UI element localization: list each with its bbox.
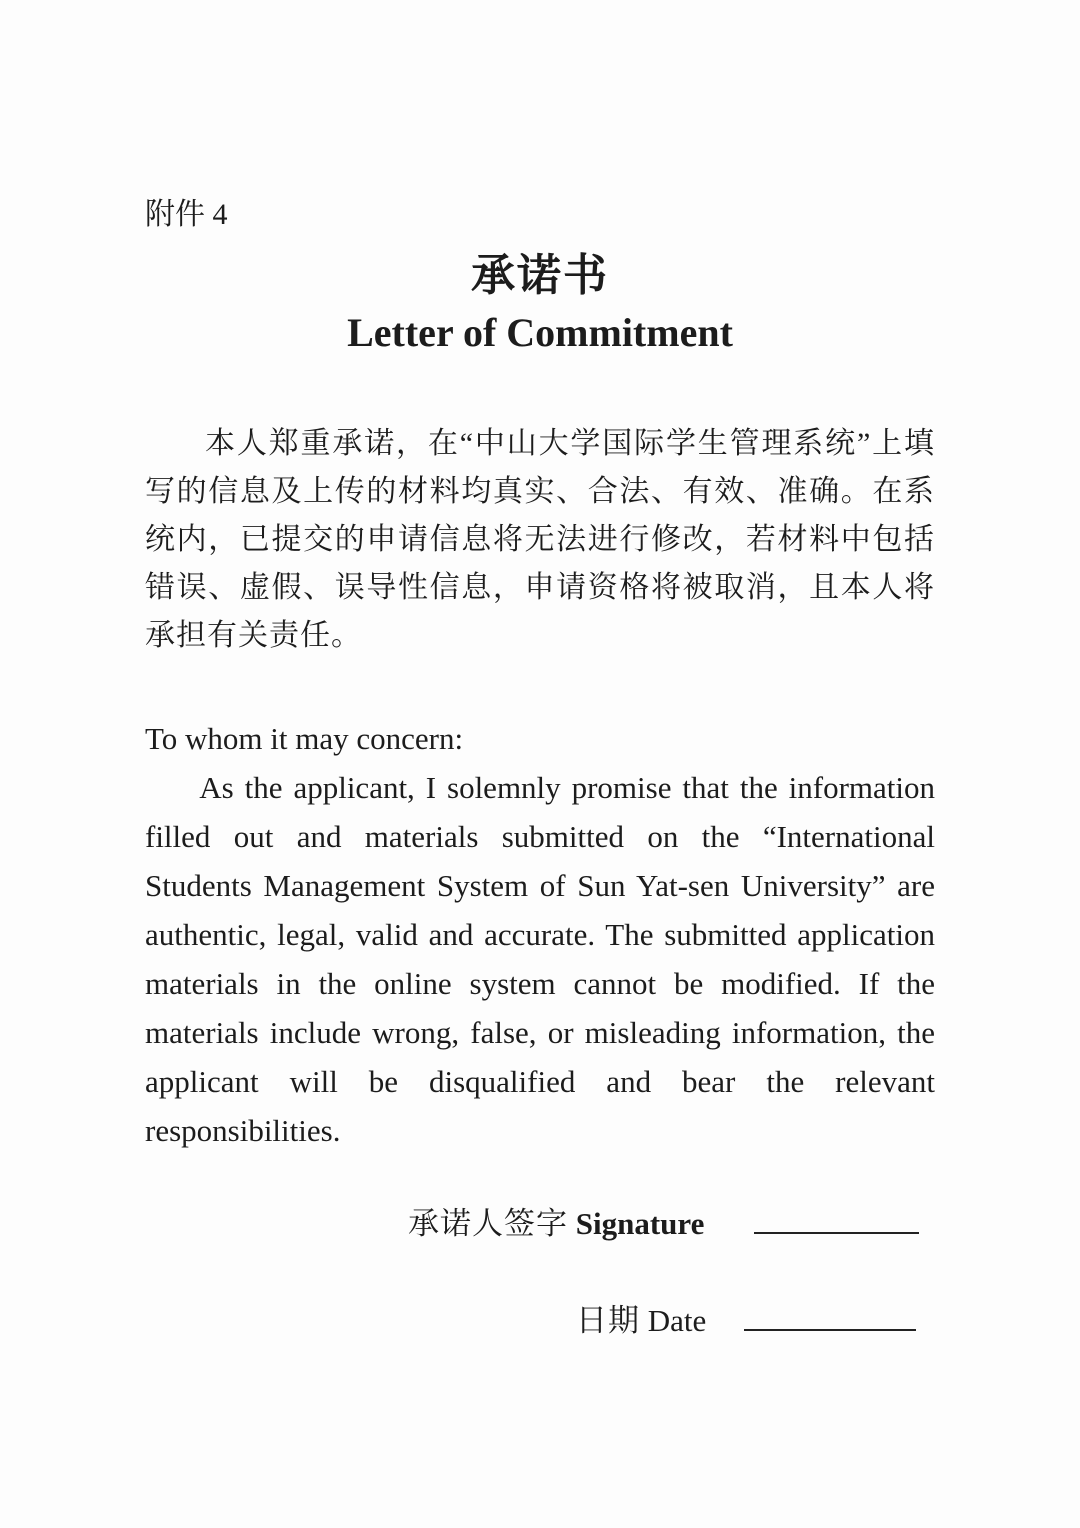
date-label-chinese: 日期 (576, 1303, 640, 1338)
signature-blank-line (754, 1201, 919, 1234)
commitment-paragraph-english: As the applicant, I solemnly promise that the information filled out and materials submitted on the “International Students Management System of Sun Yat-sen University” are authentic, legal, valid and accurate. The submitted application materials in the online system cannot be modified. If the materials include wrong, false, or misleading information, the applicant will be disqualified and bear the relevant responsibilities. (145, 770, 935, 1148)
signature-label-chinese: 承诺人签字 (408, 1206, 568, 1241)
document-title-chinese: 承诺书 (471, 251, 609, 300)
commitment-paragraph-chinese: 本人郑重承诺，在“中山大学国际学生管理系统”上填写的信息及上传的材料均真实、合法、有效、准确。在系统内，已提交的申请信息将无法进行修改，若材料中包括错误、虚假、误导性信息，申请资格将被取消，且本人将承担有关责任。 (145, 427, 935, 652)
signature-row (408, 1201, 935, 1246)
document-title-english: Letter of Commitment (347, 310, 733, 355)
date-label-english: Date (647, 1303, 707, 1338)
date-blank-line (744, 1298, 916, 1331)
signature-label-english: Signature (575, 1206, 705, 1241)
date-row (576, 1298, 935, 1343)
attachment-number-label: 附件 4 (145, 198, 228, 231)
salutation-line: To whom it may concern: (145, 721, 464, 756)
